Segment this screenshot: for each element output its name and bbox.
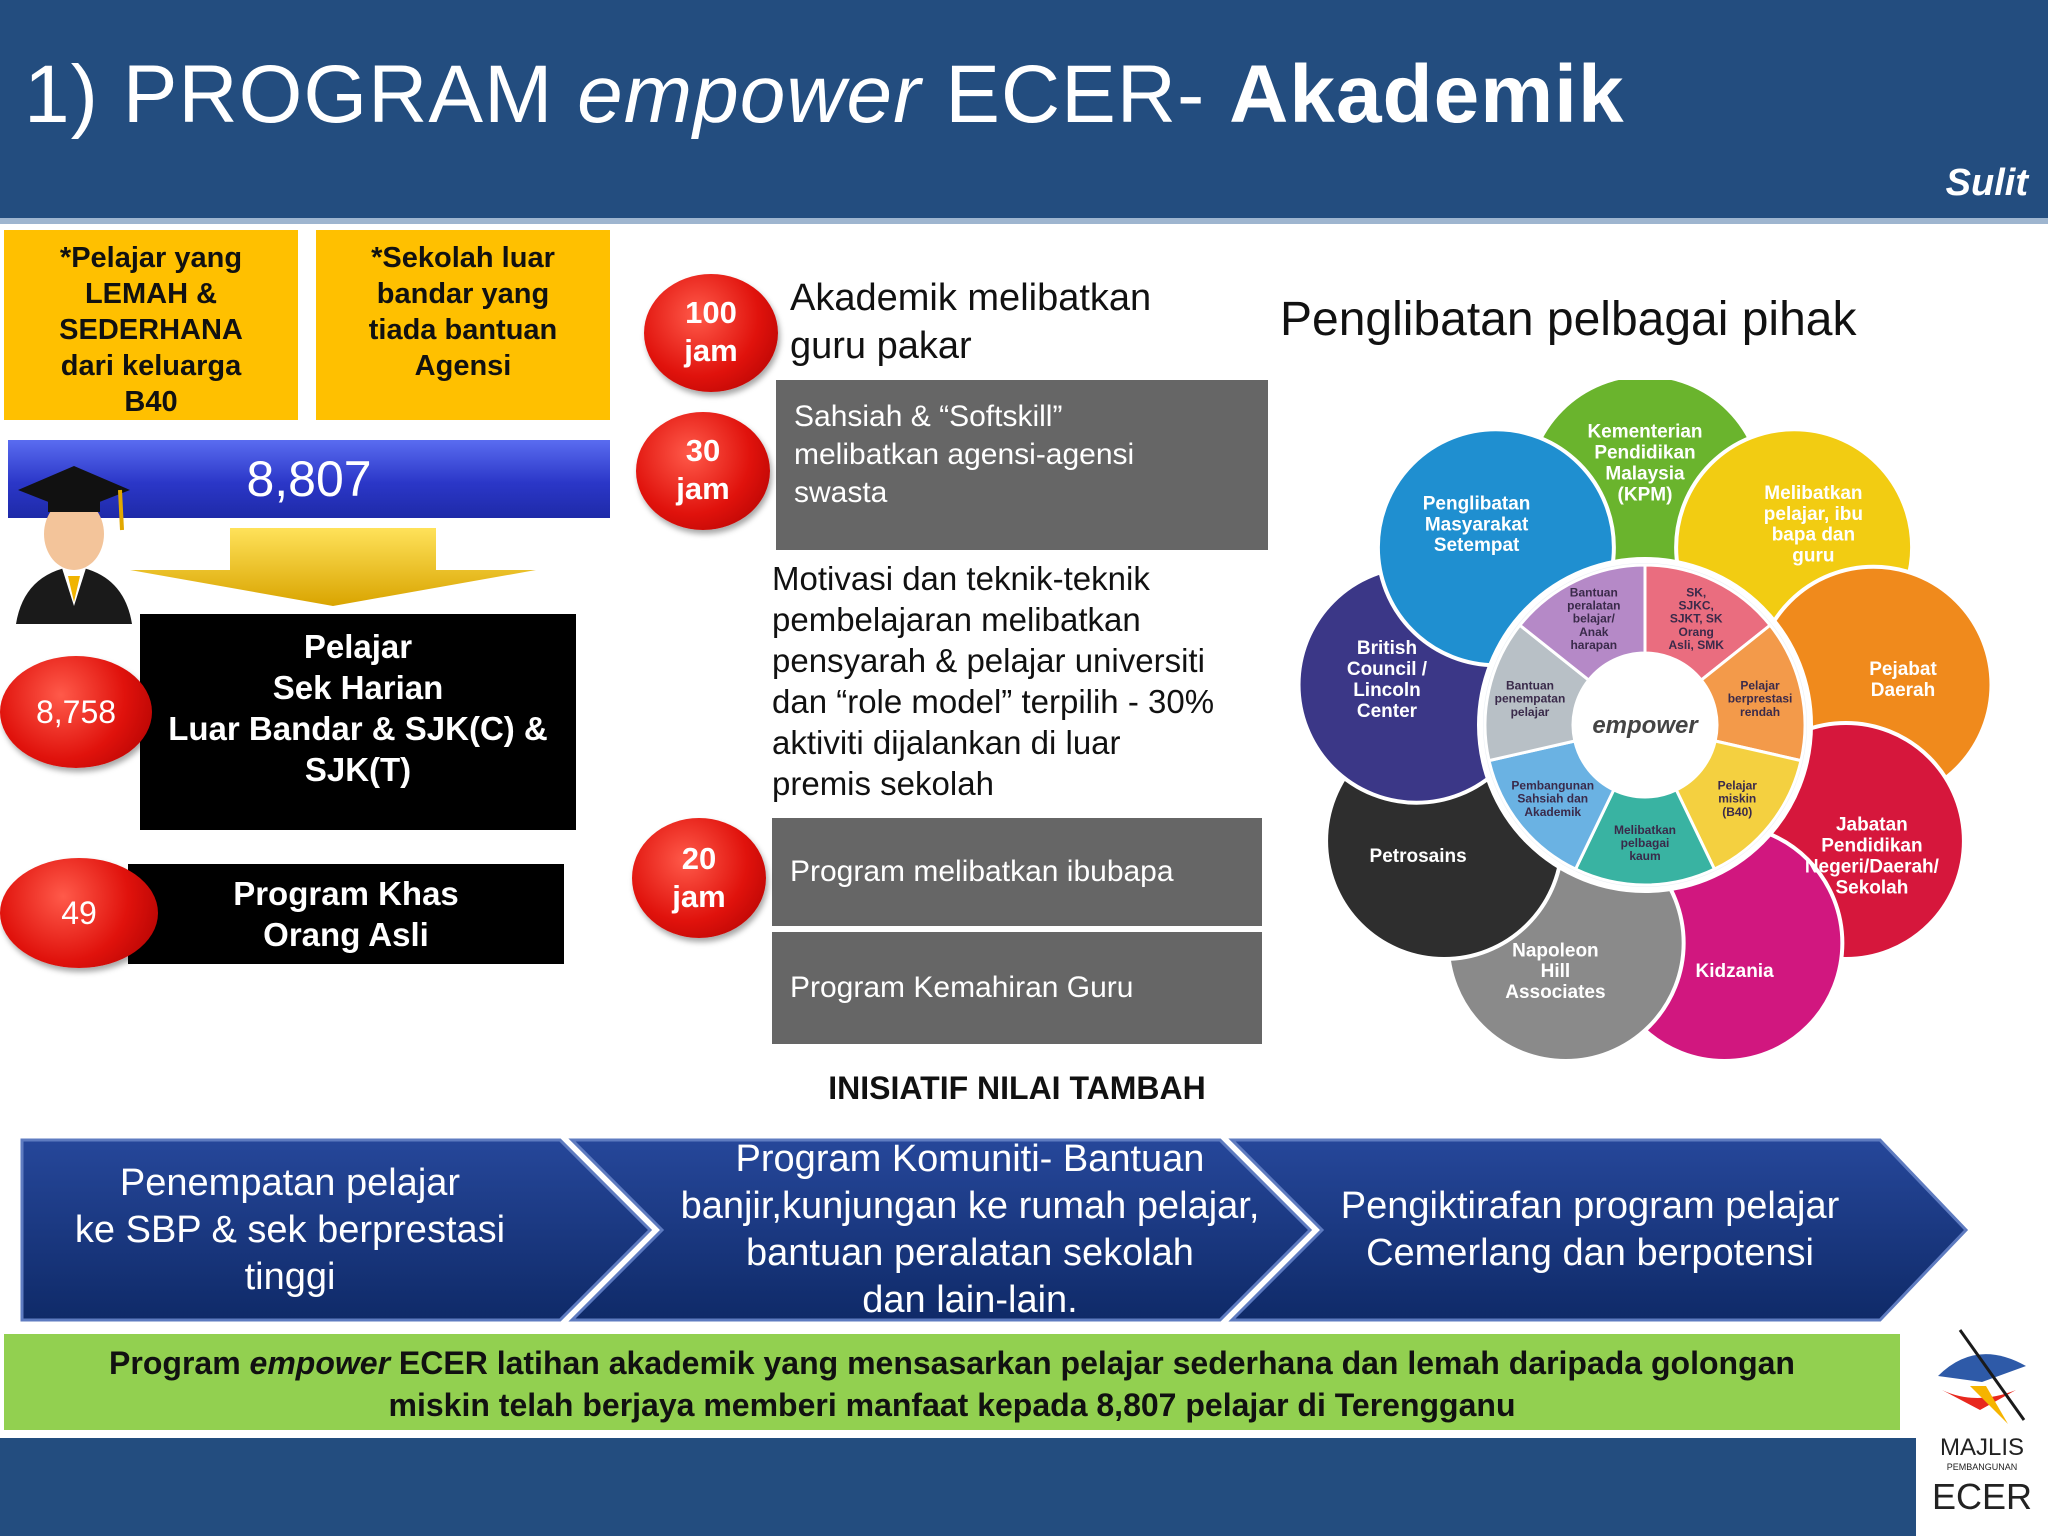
stakeholder-label-2: Pejabat Daerah <box>1869 659 1937 701</box>
group-day-schools-box: Pelajar Sek Harian Luar Bandar & SJK(C) & SJK(T) <box>140 614 576 830</box>
guru-box: Program Kemahiran Guru <box>772 932 1262 1044</box>
process-step-3: Pengiktirafan program pelajar Cemerlang dan berpotensi <box>1340 1185 1840 1274</box>
stakeholder-label-0: Kementerian Pendidikan Malaysia (KPM) <box>1587 421 1703 506</box>
inner-label-6: Bantuan peralatan belajar/ Anak harapan <box>1567 585 1621 653</box>
process-step-1: Penempatan pelajar ke SBP & sek berprestasi tinggi <box>74 1161 506 1298</box>
footer-band <box>0 1438 1916 1536</box>
inner-label-3: Melibatkan pelbagai kaum <box>1613 822 1677 864</box>
count-orang-asli: 49 <box>0 858 158 968</box>
target-schools-box: *Sekolah luar bandar yang tiada bantuan Agensi <box>316 230 610 420</box>
graduate-icon <box>4 456 144 624</box>
hours-100-badge: 100 jam <box>644 274 778 392</box>
target-students-box: *Pelajar yang LEMAH & SEDERHANA dari keluarga B40 <box>4 230 298 420</box>
ecer-logo <box>1916 1310 2048 1536</box>
classification-label: Sulit <box>1945 162 2028 204</box>
ecer-emblem-icon <box>1916 1320 2048 1430</box>
logo-majlis: MAJLIS <box>1939 1434 2025 1461</box>
stakeholder-label-1: Melibatkan pelajar, ibu bapa dan guru <box>1763 482 1864 567</box>
inner-label-1: Pelajar berprestasi rendah <box>1727 678 1793 719</box>
center-label: empower <box>1592 712 1698 739</box>
count-day-schools: 8,758 <box>0 656 152 768</box>
stakeholders-title: Penglibatan pelbagai pihak <box>1280 293 1857 346</box>
inner-label-4: Pembangunan Sahsiah dan Akademik <box>1511 778 1595 819</box>
inner-label-2: Pelajar miskin (B40) <box>1717 778 1757 819</box>
inner-label-0: SK, SJKC, SJKT, SK Orang Asli, SMK <box>1668 585 1724 653</box>
stakeholder-label-5: Napoleon Hill Associates <box>1505 940 1606 1004</box>
hours-30-badge: 30 jam <box>636 412 770 530</box>
stakeholder-label-4: Kidzania <box>1695 961 1774 983</box>
logo-pembangunan: PEMBANGUNAN <box>1946 1462 2018 1472</box>
slide-title: 1) PROGRAM empower ECER- Akademik <box>24 49 1625 140</box>
total-students-bar: 8,807 <box>8 440 610 518</box>
stakeholder-label-6: Petrosains <box>1369 846 1467 867</box>
stakeholder-diagram <box>1300 380 1990 1070</box>
stakeholder-label-7: British Council / Lincoln Center <box>1346 638 1428 722</box>
akademik-text: Akademik melibatkan guru pakar <box>790 277 1152 367</box>
sahsiah-box: Sahsiah & “Softskill” melibatkan agensi-agensi swasta <box>776 380 1268 550</box>
inisiatif-label: INISIATIF NILAI TAMBAH <box>828 1070 1206 1106</box>
group-orang-asli-box: Program Khas Orang Asli <box>128 864 564 964</box>
stakeholder-label-3: Jabatan Pendidikan Negeri/Daerah/ Sekolah <box>1804 814 1939 899</box>
stakeholder-label-8: Penglibatan Masyarakat Setempat <box>1422 493 1531 557</box>
ibubapa-box: Program melibatkan ibubapa <box>772 818 1262 926</box>
summary-bar: Program empower ECER latihan akademik yang mensasarkan pelajar sederhana dan lemah daripada golongan miskin telah berjaya memberi manfaat kepada 8,807 pelajar di Terengganu <box>4 1334 1900 1430</box>
inner-label-5: Bantuan penempatan pelajar <box>1494 678 1566 719</box>
hours-20-badge: 20 jam <box>632 818 766 938</box>
down-arrow-icon <box>126 528 540 608</box>
logo-ecer: ECER <box>1931 1476 2033 1517</box>
header-divider <box>0 218 2048 224</box>
process-step-2: Program Komuniti- Bantuan banjir,kunjungan ke rumah pelajar, bantuan peralatan sekolah dan lain-lain. <box>680 1138 1260 1321</box>
motivasi-text: Motivasi dan teknik-teknik pembelajaran melibatkan pensyarah & pelajar universiti dan “role model” terpilih - 30% aktiviti dijalankan di luar premis sekolah <box>772 560 1215 802</box>
